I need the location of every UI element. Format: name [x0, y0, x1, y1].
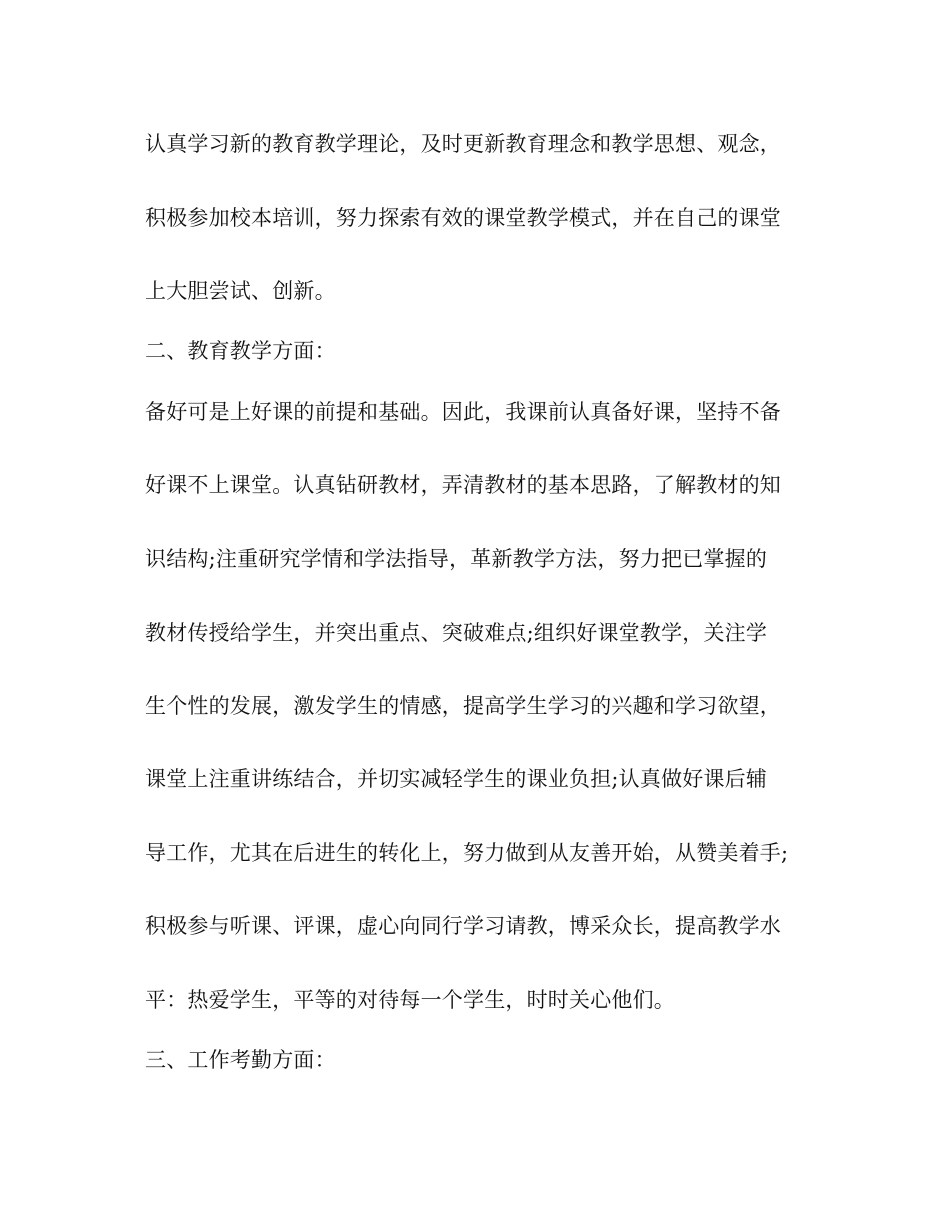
body-text-line: 备好可是上好课的前提和基础。因此，我课前认真备好课，坚持不备 [145, 400, 781, 424]
body-text-line: 生个性的发展，激发学生的情感，提高学生学习的兴趣和学习欲望， [145, 694, 781, 718]
body-text-line: 认真学习新的教育教学理论，及时更新教育理念和教学思想、观念， [145, 132, 781, 156]
body-text-line: 平：热爱学生，平等的对待每一个学生，时时关心他们。 [145, 988, 675, 1012]
section-heading: 三、工作考勤方面： [145, 1048, 336, 1072]
body-text-line: 积极参与听课、评课，虚心向同行学习请教，博采众长，提高教学水 [145, 914, 781, 938]
section-heading: 二、教育教学方面： [145, 339, 336, 363]
body-text-line: 识结构;注重研究学情和学法指导，革新教学方法，努力把已掌握的 [145, 547, 768, 571]
body-text-line: 导工作，尤其在后进生的转化上，努力做到从友善开始，从赞美着手; [145, 841, 789, 865]
body-text-line: 课堂上注重讲练结合，并切实减轻学生的课业负担;认真做好课后辅 [145, 767, 768, 791]
body-text-line: 积极参加校本培训，努力探索有效的课堂教学模式，并在自己的课堂 [145, 206, 781, 230]
body-text-line: 好课不上课堂。认真钻研教材，弄清教材的基本思路，了解教材的知 [145, 473, 781, 497]
body-text-line: 教材传授给学生，并突出重点、突破难点;组织好课堂教学，关注学 [145, 621, 768, 645]
body-text-line: 上大胆尝试、创新。 [145, 279, 336, 303]
